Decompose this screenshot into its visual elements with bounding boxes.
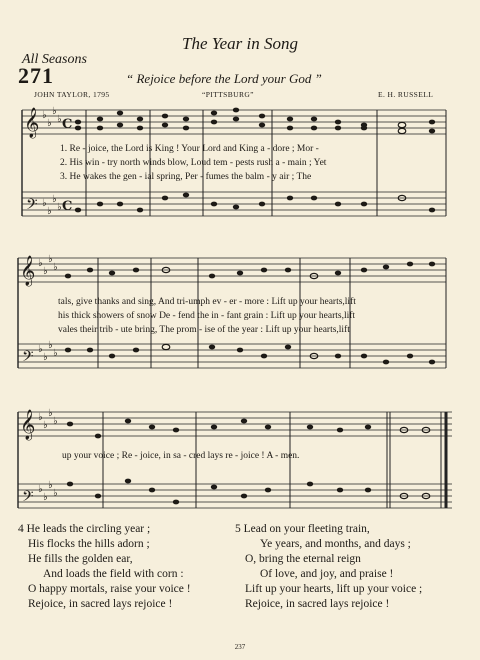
verse-5 [235,523,422,610]
verse-line: Rejoice, in sacred lays rejoice ! [28,598,173,610]
tune-name: “PITTSBURG” [202,90,254,99]
svg-text:♭: ♭ [48,340,53,351]
system3-treble-notes [67,419,430,439]
verse-line: His flocks the hills adorn ; [28,538,150,550]
treble-clef-icon: 𝄞 [20,256,36,286]
lyric-line: 1. Re - joice, the Lord is King ! Your Lord and King a - dore ; Mor - [60,144,319,154]
bass-clef-icon: 𝄢 [22,488,34,509]
verse-line: 4 He leads the circling year ; [18,523,151,535]
verse-line: O, bring the eternal reign [245,553,361,565]
svg-text:♭: ♭ [38,412,43,423]
svg-text:♭: ♭ [53,262,58,273]
lyric-line: tals, give thanks and sing, And tri-umph ev - er - more : Lift up your hearts,lift [58,297,356,307]
svg-text:♭: ♭ [38,484,43,495]
svg-text:♭: ♭ [48,480,53,491]
svg-text:♭: ♭ [43,492,48,503]
system3-bass-notes [67,479,430,505]
section-heading: All Seasons [22,52,87,67]
svg-text:♭: ♭ [43,266,48,277]
lyric-line: vales their trib - ute bring, The prom - ise of the year : Lift up your hearts,lift [58,325,350,335]
svg-text:♭: ♭ [43,420,48,431]
svg-text:♭: ♭ [53,416,58,427]
svg-text:♭: ♭ [47,118,52,129]
verse-line: And loads the field with corn : [43,568,184,580]
verse-line: Rejoice, in sacred lays rejoice ! [245,598,390,610]
treble-clef-icon: 𝄞 [24,108,40,138]
lyric-line: up your voice ; Re - joice, in sa - cred lays re - joice ! A - men. [62,451,300,461]
svg-text:♭: ♭ [53,348,58,359]
verse-line: He fills the golden ear, [28,553,133,565]
bass-clef-icon: 𝄢 [26,196,38,217]
verse-line: O happy mortals, raise your voice ! [28,583,191,595]
lyric-line: 3. He wakes the gen - ial spring, Per - fumes the balm - y air ; The [60,172,312,182]
common-time-icon: C [62,117,73,132]
bass-clef-icon: 𝄢 [22,348,34,369]
verse-line: Lift up your hearts, lift up your voice ; [245,583,423,595]
svg-text:♭: ♭ [42,110,47,121]
svg-text:♭: ♭ [57,202,62,213]
treble-clef-icon: 𝄞 [20,410,36,440]
lyric-line: 2. His win - try north winds blow, Loud tem - pests rush a - main ; Yet [60,158,327,168]
svg-text:♭: ♭ [57,114,62,125]
author-credit: JOHN TAYLOR, 1795 [34,90,110,99]
hymn-title: “ Rejoice before the Lord your God ” [126,71,322,86]
system1-bass-notes [75,193,435,213]
svg-text:♭: ♭ [47,206,52,217]
svg-text:♭: ♭ [43,352,48,363]
svg-text:♭: ♭ [42,198,47,209]
hymn-number: 271 [18,63,54,88]
svg-text:♭: ♭ [38,344,43,355]
composer-credit: E. H. RUSSELL [378,90,434,99]
svg-text:♭: ♭ [52,194,57,205]
page-title: The Year in Song [181,34,299,53]
svg-text:♭: ♭ [48,254,53,265]
common-time-icon: C [62,199,73,214]
verse-4 [18,523,191,610]
system2-bass-notes [65,344,435,364]
lyric-line: his thick showers of snow De - fend the in - fant grain : Lift up your hearts,lift [58,311,356,321]
page-number: 237 [234,643,246,651]
verse-line: Ye years, and months, and days ; [260,538,411,550]
verse-line: 5 Lead on your fleeting train, [235,523,370,535]
verse-line: Of love, and joy, and praise ! [260,568,394,580]
svg-text:♭: ♭ [53,488,58,499]
svg-text:♭: ♭ [38,258,43,269]
svg-text:♭: ♭ [48,408,53,419]
system1-treble-notes [75,108,435,134]
svg-text:♭: ♭ [52,106,57,117]
